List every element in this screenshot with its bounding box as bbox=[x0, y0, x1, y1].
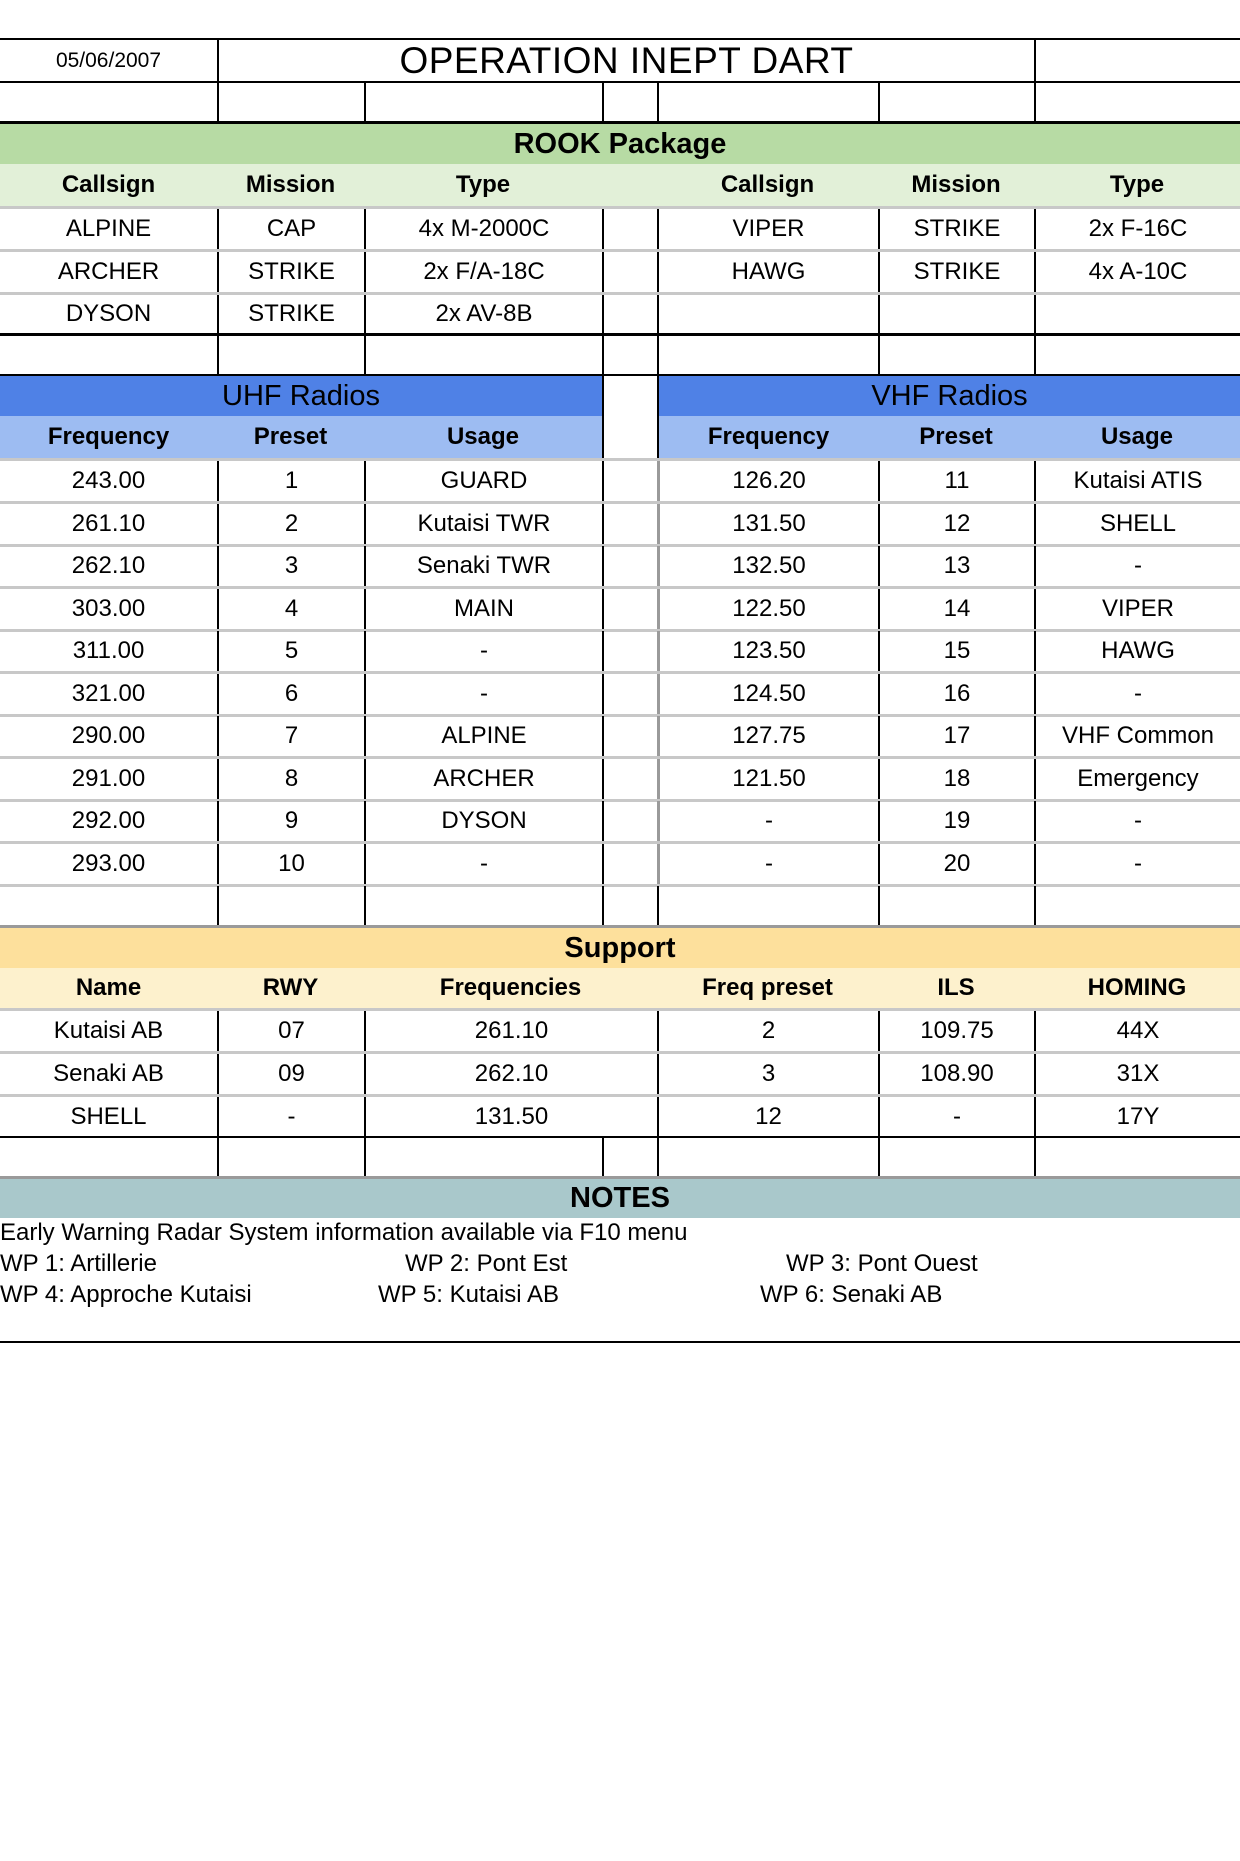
ils: 109.75 bbox=[878, 1011, 1034, 1051]
vhf-preset: 12 bbox=[878, 504, 1034, 544]
callsign: HAWG bbox=[657, 252, 878, 292]
col-usage: Usage bbox=[364, 416, 602, 458]
blank-cell bbox=[1034, 1138, 1240, 1176]
blank-cell bbox=[602, 716, 657, 756]
uhf-usage: Kutaisi TWR bbox=[364, 504, 602, 544]
airbase-name: SHELL bbox=[70, 1102, 147, 1130]
blank-cell bbox=[364, 336, 602, 374]
freq-preset: 12 bbox=[657, 1097, 878, 1136]
blank-cell bbox=[602, 376, 657, 416]
col-mission: Mission bbox=[245, 171, 336, 198]
vhf-preset: 19 bbox=[878, 801, 1034, 841]
col-frequencies: Frequencies bbox=[439, 974, 582, 1001]
vhf-usage: - bbox=[1034, 801, 1240, 841]
table-row bbox=[0, 716, 1240, 756]
package-title: ROOK Package bbox=[0, 124, 1240, 164]
uhf-frequency: 303.00 bbox=[71, 595, 146, 622]
blank-cell bbox=[1034, 295, 1240, 333]
aircraft-type: 2x F/A-18C bbox=[364, 252, 602, 292]
radios-header-row bbox=[0, 416, 1240, 458]
waypoint-5: WP 5: Kutaisi AB bbox=[378, 1281, 559, 1308]
uhf-usage: ARCHER bbox=[364, 759, 602, 799]
table-row bbox=[0, 631, 1240, 671]
vhf-frequency: 126.20 bbox=[657, 461, 878, 501]
blank-cell bbox=[602, 461, 657, 501]
table-row bbox=[0, 1011, 1240, 1051]
vhf-frequency: 121.50 bbox=[657, 759, 878, 799]
mission: STRIKE bbox=[217, 295, 364, 333]
uhf-frequency: 291.00 bbox=[71, 765, 146, 792]
table-row bbox=[0, 209, 1240, 249]
vhf-usage: - bbox=[1034, 844, 1240, 884]
vhf-usage: - bbox=[1034, 674, 1240, 714]
blank-cell bbox=[657, 295, 878, 333]
freq-preset: 2 bbox=[657, 1011, 878, 1051]
blank-cell bbox=[217, 336, 364, 374]
uhf-usage: ALPINE bbox=[364, 716, 602, 756]
uhf-preset: 10 bbox=[217, 844, 364, 884]
col-freq-preset: Freq preset bbox=[702, 974, 833, 1001]
blank-cell bbox=[0, 886, 217, 925]
col-type: Type bbox=[1109, 171, 1165, 198]
homing: 44X bbox=[1034, 1011, 1240, 1051]
blank-cell bbox=[602, 504, 657, 544]
vhf-preset: 14 bbox=[878, 589, 1034, 629]
vhf-preset: 17 bbox=[878, 716, 1034, 756]
airbase-name: Senaki AB bbox=[53, 1060, 164, 1087]
support-header-row bbox=[0, 968, 1240, 1008]
notes-title: NOTES bbox=[0, 1179, 1240, 1218]
col-preset: Preset bbox=[878, 416, 1034, 458]
uhf-usage: GUARD bbox=[364, 461, 602, 501]
col-usage: Usage bbox=[1034, 416, 1240, 458]
bottom-border bbox=[0, 1341, 1240, 1343]
blank-cell bbox=[602, 801, 657, 841]
col-ils: ILS bbox=[937, 974, 975, 1001]
blank-cell bbox=[602, 844, 657, 884]
callsign: VIPER bbox=[657, 209, 878, 249]
vhf-usage: HAWG bbox=[1034, 631, 1240, 671]
uhf-frequency: 243.00 bbox=[71, 467, 146, 494]
uhf-frequency: 262.10 bbox=[71, 552, 146, 579]
blank-cell bbox=[878, 295, 1034, 333]
uhf-frequency: 311.00 bbox=[72, 637, 145, 664]
blank-cell bbox=[0, 83, 217, 121]
homing: 17Y bbox=[1034, 1097, 1240, 1136]
col-homing: HOMING bbox=[1087, 974, 1187, 1001]
uhf-frequency: 293.00 bbox=[71, 850, 146, 877]
vhf-title: VHF Radios bbox=[657, 376, 1240, 416]
uhf-preset: 3 bbox=[217, 546, 364, 586]
vhf-frequency: - bbox=[657, 844, 878, 884]
uhf-preset: 4 bbox=[217, 589, 364, 629]
vhf-frequency: 124.50 bbox=[657, 674, 878, 714]
vhf-usage: Emergency bbox=[1034, 759, 1240, 799]
blank-cell bbox=[364, 1138, 602, 1176]
table-row bbox=[0, 504, 1240, 544]
waypoint-4: WP 4: Approche Kutaisi bbox=[0, 1281, 252, 1308]
frequency: 261.10 bbox=[364, 1011, 657, 1051]
table-row bbox=[0, 252, 1240, 292]
callsign: ALPINE bbox=[65, 215, 152, 242]
package-header-row bbox=[0, 164, 1240, 206]
blank-cell bbox=[878, 83, 1034, 121]
aircraft-type: 4x M-2000C bbox=[364, 209, 602, 249]
vhf-usage: VIPER bbox=[1034, 589, 1240, 629]
blank-cell bbox=[657, 336, 878, 374]
blank-cell bbox=[878, 336, 1034, 374]
aircraft-type: 2x F-16C bbox=[1034, 209, 1240, 249]
uhf-preset: 6 bbox=[217, 674, 364, 714]
freq-preset: 3 bbox=[657, 1054, 878, 1094]
aircraft-type: 2x AV-8B bbox=[364, 295, 602, 333]
runway: 07 bbox=[217, 1011, 364, 1051]
col-callsign: Callsign bbox=[720, 171, 815, 198]
uhf-usage: - bbox=[364, 631, 602, 671]
blank-cell bbox=[1034, 83, 1240, 121]
col-type: Type bbox=[455, 171, 511, 198]
col-frequency: Frequency bbox=[657, 416, 878, 458]
uhf-preset: 8 bbox=[217, 759, 364, 799]
uhf-frequency: 261.10 bbox=[71, 510, 146, 537]
table-row bbox=[0, 759, 1240, 799]
blank-cell bbox=[602, 83, 657, 121]
vhf-usage: SHELL bbox=[1034, 504, 1240, 544]
mission: STRIKE bbox=[878, 252, 1034, 292]
uhf-usage: DYSON bbox=[364, 801, 602, 841]
uhf-preset: 7 bbox=[217, 716, 364, 756]
vhf-usage: VHF Common bbox=[1034, 716, 1240, 756]
vhf-frequency: 132.50 bbox=[657, 546, 878, 586]
vhf-frequency: 127.75 bbox=[657, 716, 878, 756]
mission: STRIKE bbox=[217, 252, 364, 292]
col-callsign: Callsign bbox=[61, 171, 156, 198]
table-row bbox=[0, 546, 1240, 586]
blank-cell bbox=[657, 886, 878, 925]
uhf-frequency: 321.00 bbox=[71, 680, 146, 707]
table-row bbox=[0, 295, 1240, 333]
waypoint-2: WP 2: Pont Est bbox=[405, 1250, 568, 1277]
blank-cell bbox=[602, 336, 657, 374]
blank-cell bbox=[602, 252, 657, 292]
uhf-usage: - bbox=[364, 674, 602, 714]
spacer-row bbox=[0, 336, 1240, 374]
blank-cell bbox=[0, 1138, 217, 1176]
vhf-preset: 15 bbox=[878, 631, 1034, 671]
vhf-preset: 13 bbox=[878, 546, 1034, 586]
blank-cell bbox=[1034, 886, 1240, 925]
blank-cell bbox=[0, 336, 217, 374]
spacer-row bbox=[0, 886, 1240, 925]
callsign: DYSON bbox=[65, 300, 152, 327]
waypoint-1: WP 1: Artillerie bbox=[0, 1250, 157, 1277]
table-row bbox=[0, 801, 1240, 841]
runway: - bbox=[217, 1097, 364, 1136]
uhf-preset: 1 bbox=[217, 461, 364, 501]
blank-cell bbox=[602, 759, 657, 799]
blank-cell bbox=[657, 83, 878, 121]
blank-cell bbox=[1034, 40, 1240, 81]
blank-cell bbox=[602, 674, 657, 714]
uhf-preset: 9 bbox=[217, 801, 364, 841]
blank-cell bbox=[878, 886, 1034, 925]
blank-cell bbox=[364, 886, 602, 925]
col-mission: Mission bbox=[911, 171, 1001, 198]
vhf-usage: - bbox=[1034, 546, 1240, 586]
col-preset: Preset bbox=[217, 416, 364, 458]
uhf-frequency: 292.00 bbox=[71, 807, 146, 834]
table-row bbox=[0, 461, 1240, 501]
waypoint-6: WP 6: Senaki AB bbox=[760, 1281, 943, 1308]
blank-cell bbox=[602, 631, 657, 671]
spacer-row bbox=[0, 1138, 1240, 1176]
notes-text: Early Warning Radar System information available via F10 menu bbox=[0, 1219, 688, 1246]
airbase-name: Kutaisi AB bbox=[53, 1017, 164, 1044]
uhf-title: UHF Radios bbox=[0, 376, 602, 416]
frequency: 262.10 bbox=[364, 1054, 657, 1094]
vhf-frequency: 131.50 bbox=[657, 504, 878, 544]
uhf-frequency: 290.00 bbox=[71, 722, 146, 749]
vhf-frequency: - bbox=[657, 801, 878, 841]
vhf-preset: 20 bbox=[878, 844, 1034, 884]
vhf-preset: 18 bbox=[878, 759, 1034, 799]
blank-cell bbox=[602, 546, 657, 586]
vhf-frequency: 123.50 bbox=[657, 631, 878, 671]
col-name: Name bbox=[75, 974, 142, 1001]
vhf-preset: 11 bbox=[878, 461, 1034, 501]
radios-title-row bbox=[0, 376, 1240, 416]
mission: STRIKE bbox=[878, 209, 1034, 249]
homing: 31X bbox=[1034, 1054, 1240, 1094]
blank-cell bbox=[602, 295, 657, 333]
blank-cell bbox=[1034, 336, 1240, 374]
runway: 09 bbox=[217, 1054, 364, 1094]
uhf-preset: 2 bbox=[217, 504, 364, 544]
blank-cell bbox=[878, 1138, 1034, 1176]
blank-cell bbox=[217, 1138, 364, 1176]
blank-cell bbox=[602, 886, 657, 925]
spacer-row bbox=[0, 83, 1240, 121]
ils: 108.90 bbox=[878, 1054, 1034, 1094]
uhf-usage: - bbox=[364, 844, 602, 884]
blank-cell bbox=[364, 83, 602, 121]
blank-cell bbox=[602, 589, 657, 629]
vhf-preset: 16 bbox=[878, 674, 1034, 714]
table-row bbox=[0, 844, 1240, 884]
vhf-usage: Kutaisi ATIS bbox=[1034, 461, 1240, 501]
blank-cell bbox=[217, 886, 364, 925]
table-row bbox=[0, 674, 1240, 714]
vhf-frequency: 122.50 bbox=[657, 589, 878, 629]
col-frequency: Frequency bbox=[0, 416, 217, 458]
uhf-preset: 5 bbox=[217, 631, 364, 671]
mission: CAP bbox=[217, 209, 364, 249]
title-row bbox=[0, 40, 1240, 81]
ils: - bbox=[878, 1097, 1034, 1136]
page-title: OPERATION INEPT DART bbox=[217, 40, 1034, 81]
col-rwy: RWY bbox=[262, 974, 319, 1001]
blank-cell bbox=[602, 209, 657, 249]
table-row bbox=[0, 1054, 1240, 1094]
blank-cell bbox=[602, 164, 657, 206]
uhf-usage: MAIN bbox=[364, 589, 602, 629]
support-title: Support bbox=[0, 928, 1240, 968]
table-row bbox=[0, 1097, 1240, 1136]
uhf-usage: Senaki TWR bbox=[364, 546, 602, 586]
frequency: 131.50 bbox=[364, 1097, 657, 1136]
blank-cell bbox=[657, 1138, 878, 1176]
blank-cell bbox=[602, 416, 657, 458]
callsign: ARCHER bbox=[57, 258, 160, 285]
blank-cell bbox=[217, 83, 364, 121]
table-row bbox=[0, 589, 1240, 629]
blank-cell bbox=[602, 1138, 657, 1176]
waypoint-3: WP 3: Pont Ouest bbox=[786, 1250, 978, 1277]
aircraft-type: 4x A-10C bbox=[1034, 252, 1240, 292]
date: 05/06/2007 bbox=[55, 48, 162, 72]
